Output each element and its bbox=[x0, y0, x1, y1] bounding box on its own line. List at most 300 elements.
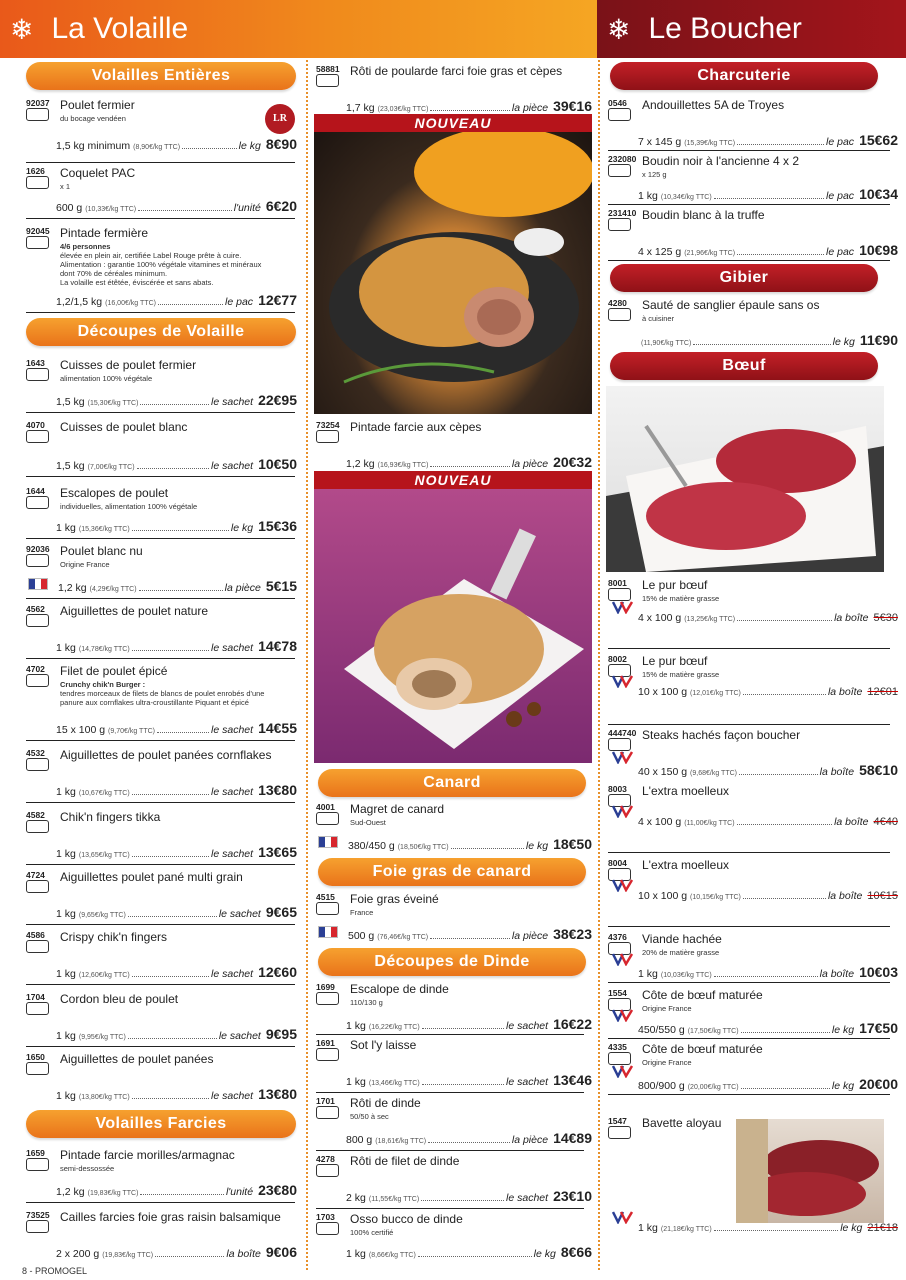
order-quantity-box[interactable] bbox=[26, 368, 49, 381]
price-per-kg: (9,95€/kg TTC) bbox=[78, 1034, 126, 1041]
product-code: 1547 bbox=[608, 1116, 627, 1126]
product-code: 4515 bbox=[316, 892, 335, 902]
product-price: 6€20 bbox=[265, 198, 297, 214]
product-code: 8004 bbox=[608, 858, 627, 868]
order-quantity-box[interactable] bbox=[316, 1164, 339, 1177]
product-code: 231410 bbox=[608, 208, 637, 218]
price-unit: le kg bbox=[238, 140, 261, 152]
viande-francaise-logo-icon bbox=[612, 804, 634, 818]
separator-rule bbox=[26, 312, 295, 313]
dotted-leader bbox=[714, 1223, 839, 1231]
price-line bbox=[56, 292, 297, 308]
product-item bbox=[582, 858, 906, 910]
order-quantity-box[interactable] bbox=[316, 992, 339, 1005]
france-flag-icon bbox=[318, 926, 338, 938]
price-per-kg: (12,01€/kg TTC) bbox=[690, 690, 741, 697]
product-name: Côte de bœuf maturée bbox=[642, 1042, 763, 1056]
order-quantity-box[interactable] bbox=[608, 164, 631, 177]
dotted-leader bbox=[743, 687, 826, 695]
separator-rule bbox=[608, 926, 890, 927]
product-price: 13€65 bbox=[258, 844, 297, 860]
product-price: 4€40 bbox=[873, 816, 898, 828]
order-quantity-box[interactable] bbox=[608, 1126, 631, 1139]
product-detail: alimentation 100% végétale bbox=[60, 374, 153, 383]
viande-francaise-logo-icon bbox=[612, 750, 634, 764]
price-per-kg: (15,36€/kg TTC) bbox=[78, 526, 130, 533]
price-per-kg: (11,00€/kg TTC) bbox=[684, 820, 735, 827]
product-price: 21€18 bbox=[867, 1222, 898, 1234]
product-item bbox=[290, 1038, 600, 1092]
order-quantity-box[interactable] bbox=[608, 108, 631, 121]
dotted-leader bbox=[741, 1081, 830, 1089]
price-line bbox=[638, 816, 898, 828]
dotted-leader bbox=[155, 1249, 224, 1257]
product-name: Escalopes de poulet bbox=[60, 486, 169, 500]
product-name: Poulet blanc nu bbox=[60, 544, 143, 558]
viande-francaise-logo-icon bbox=[612, 1210, 634, 1224]
order-quantity-box[interactable] bbox=[26, 1002, 49, 1015]
product-name: Aiguillettes de poulet panées cornflakes bbox=[60, 748, 272, 762]
dotted-leader bbox=[132, 849, 209, 857]
dotted-leader bbox=[430, 931, 510, 939]
dotted-leader bbox=[737, 137, 824, 145]
product-quantity: 1 kg bbox=[346, 1076, 366, 1088]
order-quantity-box[interactable] bbox=[26, 614, 49, 627]
price-per-kg: (19,83€/kg TTC) bbox=[87, 1190, 139, 1197]
product-item bbox=[290, 802, 600, 856]
price-per-kg: (12,60€/kg TTC) bbox=[78, 972, 130, 979]
price-line bbox=[638, 890, 898, 902]
price-line bbox=[346, 454, 592, 470]
order-quantity-box[interactable] bbox=[26, 820, 49, 833]
product-name: Aiguillettes de poulet panées bbox=[60, 1052, 214, 1066]
viande-francaise-logo-icon bbox=[612, 952, 634, 966]
price-unit: le kg bbox=[533, 1248, 556, 1260]
product-code: 4582 bbox=[26, 810, 45, 820]
product-price: 8€90 bbox=[265, 136, 297, 152]
price-line bbox=[56, 782, 297, 798]
product-detail: individuelles, alimentation 100% végétale bbox=[60, 502, 198, 511]
product-name: Boudin blanc à la truffe bbox=[642, 208, 765, 222]
order-quantity-box[interactable] bbox=[316, 812, 339, 825]
separator-rule bbox=[26, 864, 295, 865]
order-quantity-box[interactable] bbox=[26, 880, 49, 893]
product-quantity: 1,5 kg minimum bbox=[56, 140, 131, 152]
roti-poularde-photo bbox=[314, 132, 592, 414]
product-quantity: 10 x 100 g bbox=[638, 686, 688, 698]
product-code: 1701 bbox=[316, 1096, 335, 1106]
price-line bbox=[56, 844, 297, 860]
price-line bbox=[56, 198, 297, 214]
price-line bbox=[346, 1130, 592, 1146]
dotted-leader bbox=[428, 1135, 510, 1143]
product-quantity: 1 kg bbox=[56, 908, 76, 920]
product-code: 92037 bbox=[26, 98, 50, 108]
product-item bbox=[0, 930, 305, 984]
product-price: 15€62 bbox=[859, 132, 898, 148]
product-price: 12€60 bbox=[258, 964, 297, 980]
product-item bbox=[582, 1116, 906, 1242]
viande-francaise-logo-icon bbox=[612, 878, 634, 892]
separator-rule bbox=[26, 740, 295, 741]
product-detail: 50/50 à sec bbox=[350, 1112, 389, 1121]
product-item bbox=[290, 1096, 600, 1150]
pintade-farcie-photo bbox=[314, 489, 592, 763]
product-code: 232080 bbox=[608, 154, 637, 164]
order-quantity-box[interactable] bbox=[26, 758, 49, 771]
price-unit: la boîte bbox=[819, 766, 855, 778]
flag-stripe bbox=[41, 579, 47, 589]
separator-rule bbox=[316, 1092, 584, 1093]
order-quantity-box[interactable] bbox=[316, 902, 339, 915]
separator-rule bbox=[26, 802, 295, 803]
product-name: Aiguillettes de poulet nature bbox=[60, 604, 209, 618]
product-quantity: 1,2/1,5 kg bbox=[56, 296, 103, 308]
product-code: 92045 bbox=[26, 226, 50, 236]
product-quantity: 2 kg bbox=[346, 1192, 366, 1204]
section-gibier: Gibier bbox=[610, 264, 878, 292]
price-unit: le pac bbox=[826, 190, 855, 202]
product-detail: 100% certifié bbox=[350, 1228, 394, 1237]
price-line bbox=[346, 1244, 592, 1260]
price-per-kg: (15,30€/kg TTC) bbox=[87, 400, 139, 407]
product-name: Bavette aloyau bbox=[642, 1116, 722, 1130]
price-per-kg: (19,83€/kg TTC) bbox=[102, 1252, 154, 1259]
price-per-kg: (8,66€/kg TTC) bbox=[368, 1252, 416, 1259]
price-unit: le sachet bbox=[211, 724, 254, 736]
product-quantity: 1 kg bbox=[56, 642, 76, 654]
france-flag-icon bbox=[28, 578, 48, 590]
product-code: 4280 bbox=[608, 298, 627, 308]
price-line bbox=[56, 136, 297, 152]
product-code: 4532 bbox=[26, 748, 45, 758]
order-quantity-box[interactable] bbox=[316, 74, 339, 87]
price-per-kg: (15,39€/kg TTC) bbox=[684, 140, 736, 147]
product-name: Osso bucco de dinde bbox=[350, 1212, 463, 1226]
order-quantity-box[interactable] bbox=[26, 674, 49, 687]
nouveau-banner: NOUVEAU bbox=[314, 471, 592, 489]
product-code: 1554 bbox=[608, 988, 627, 998]
product-price: 17€50 bbox=[859, 1020, 898, 1036]
product-name: Aiguillettes poulet pané multi grain bbox=[60, 870, 243, 884]
product-detail: 15% de matière grasse bbox=[642, 670, 720, 679]
viande-francaise-logo-icon bbox=[612, 600, 634, 614]
separator-rule bbox=[608, 724, 890, 725]
product-code: 1650 bbox=[26, 1052, 45, 1062]
product-code: 1659 bbox=[26, 1148, 45, 1158]
product-code: 8003 bbox=[608, 784, 627, 794]
price-unit: le sachet bbox=[211, 460, 254, 472]
product-name: Sot l'y laisse bbox=[350, 1038, 417, 1052]
separator-rule bbox=[316, 1150, 584, 1151]
product-quantity: 600 g bbox=[56, 202, 83, 214]
product-quantity: 500 g bbox=[348, 930, 375, 942]
price-unit: la boîte bbox=[834, 612, 869, 624]
product-name: Filet de poulet épicé bbox=[60, 664, 168, 678]
product-quantity: 800/900 g bbox=[638, 1080, 685, 1092]
product-price: 9€06 bbox=[265, 1244, 297, 1260]
price-per-kg: (21,18€/kg TTC) bbox=[660, 1226, 712, 1233]
product-item bbox=[582, 578, 906, 632]
product-quantity: 1,7 kg bbox=[346, 102, 375, 114]
product-item bbox=[0, 1148, 305, 1202]
viande-francaise-logo-icon bbox=[612, 1008, 634, 1022]
price-line bbox=[56, 456, 297, 472]
price-unit: le kg bbox=[525, 840, 549, 852]
price-per-kg: (76,46€/kg TTC) bbox=[377, 934, 429, 941]
product-code: 73525 bbox=[26, 1210, 50, 1220]
product-name: Poulet fermier bbox=[60, 98, 135, 112]
product-quantity: 450/550 g bbox=[638, 1024, 685, 1036]
column-boucher bbox=[602, 58, 906, 1280]
price-unit: le sachet bbox=[211, 642, 254, 654]
product-price: 12€77 bbox=[258, 292, 297, 308]
order-quantity-box[interactable] bbox=[316, 1106, 339, 1119]
viande-francaise-logo-icon bbox=[612, 674, 634, 688]
product-item bbox=[290, 982, 600, 1036]
price-line bbox=[638, 1076, 898, 1092]
product-quantity: 1 kg bbox=[56, 968, 76, 980]
dotted-leader bbox=[739, 767, 818, 775]
dotted-leader bbox=[132, 1091, 209, 1099]
product-price: 5€30 bbox=[873, 612, 898, 624]
separator-rule bbox=[26, 218, 295, 219]
product-price: 11€90 bbox=[859, 332, 898, 348]
price-per-kg: (16,93€/kg TTC) bbox=[377, 462, 429, 469]
product-code: 8002 bbox=[608, 654, 627, 664]
dotted-leader bbox=[132, 643, 209, 651]
product-price: 39€16 bbox=[553, 98, 592, 114]
dotted-leader bbox=[737, 613, 832, 621]
snowflake-icon: ❄ bbox=[10, 13, 34, 45]
product-name: Coquelet PAC bbox=[60, 166, 136, 180]
product-item bbox=[582, 784, 906, 836]
separator-rule bbox=[26, 538, 295, 539]
price-per-kg: (7,00€/kg TTC) bbox=[87, 464, 135, 471]
product-name: Cuisses de poulet blanc bbox=[60, 420, 188, 434]
price-unit: la pièce bbox=[224, 582, 261, 594]
product-price: 14€55 bbox=[258, 720, 297, 736]
product-quantity: 1 kg bbox=[346, 1248, 366, 1260]
dotted-leader bbox=[128, 1031, 217, 1039]
order-quantity-box[interactable] bbox=[26, 108, 49, 121]
separator-rule bbox=[26, 924, 295, 925]
product-price: 10€34 bbox=[859, 186, 898, 202]
price-line bbox=[638, 332, 898, 348]
product-name: Crispy chik'n fingers bbox=[60, 930, 167, 944]
price-line bbox=[58, 578, 297, 594]
separator-rule bbox=[26, 984, 295, 985]
product-price: 12€01 bbox=[867, 686, 898, 698]
product-quantity: 1 kg bbox=[56, 1030, 76, 1042]
price-line bbox=[638, 1020, 898, 1036]
product-name: Pintade farcie aux cèpes bbox=[350, 420, 482, 434]
order-quantity-box[interactable] bbox=[608, 308, 631, 321]
dotted-leader bbox=[158, 297, 223, 305]
product-price: 14€89 bbox=[553, 1130, 592, 1146]
price-line bbox=[346, 98, 592, 114]
product-detail: Origine France bbox=[642, 1058, 692, 1067]
order-quantity-box[interactable] bbox=[26, 554, 49, 567]
price-unit: le sachet bbox=[218, 1030, 261, 1042]
price-line bbox=[638, 132, 898, 148]
flag-stripe bbox=[331, 927, 337, 937]
product-name: Cailles farcies foie gras raisin balsamique bbox=[60, 1210, 281, 1224]
separator-rule bbox=[608, 260, 890, 261]
separator-rule bbox=[608, 1094, 890, 1095]
dotted-leader bbox=[137, 461, 209, 469]
product-name: Rôti de poularde farci foie gras et cèpes bbox=[350, 64, 563, 78]
product-item bbox=[290, 1154, 600, 1208]
product-quantity: 15 x 100 g bbox=[56, 724, 106, 736]
product-detail: Sud-Ouest bbox=[350, 818, 386, 827]
product-item bbox=[0, 1052, 305, 1106]
product-item bbox=[0, 226, 305, 312]
product-detail: du bocage vendéen bbox=[60, 114, 126, 123]
product-name: Sauté de sanglier épaule sans os bbox=[642, 298, 820, 312]
product-name: Le pur bœuf bbox=[642, 578, 708, 592]
header-volaille bbox=[0, 0, 597, 58]
price-per-kg: (13,25€/kg TTC) bbox=[684, 616, 736, 623]
order-quantity-box[interactable] bbox=[26, 176, 49, 189]
header-title-left: La Volaille bbox=[51, 12, 189, 45]
dotted-leader bbox=[693, 337, 830, 345]
order-quantity-box[interactable] bbox=[608, 218, 631, 231]
column-volaille bbox=[0, 58, 305, 1280]
price-per-kg: (11,90€/kg TTC) bbox=[641, 340, 692, 347]
dotted-leader bbox=[714, 969, 818, 977]
product-price: 13€80 bbox=[258, 1086, 297, 1102]
product-item bbox=[290, 1212, 600, 1264]
product-item bbox=[0, 870, 305, 924]
order-quantity-box[interactable] bbox=[26, 1158, 49, 1171]
separator-rule bbox=[26, 598, 295, 599]
price-per-kg: (23,03€/kg TTC) bbox=[377, 106, 429, 113]
product-detail: Origine France bbox=[60, 560, 110, 569]
order-quantity-box[interactable] bbox=[316, 1222, 339, 1235]
nouveau-banner: NOUVEAU bbox=[314, 114, 592, 132]
product-item bbox=[582, 208, 906, 262]
order-quantity-box[interactable] bbox=[26, 1062, 49, 1075]
price-line bbox=[346, 1072, 592, 1088]
product-detail: 15% de matière grasse bbox=[642, 594, 720, 603]
product-name: Cordon bleu de poulet bbox=[60, 992, 179, 1006]
dotted-leader bbox=[743, 891, 826, 899]
product-detail: x 1 bbox=[60, 182, 71, 191]
product-price: 16€22 bbox=[553, 1016, 592, 1032]
order-quantity-box[interactable] bbox=[26, 940, 49, 953]
order-quantity-box[interactable] bbox=[26, 1220, 49, 1233]
product-detail: 4/6 personnes bbox=[60, 242, 111, 251]
product-detail: dont 70% de céréales minimum. bbox=[60, 269, 168, 278]
section-foie-gras: Foie gras de canard bbox=[318, 858, 586, 886]
section-volailles-farcies: Volailles Farcies bbox=[26, 1110, 296, 1138]
order-quantity-box[interactable] bbox=[26, 236, 49, 249]
order-quantity-box[interactable] bbox=[26, 496, 49, 509]
price-line bbox=[638, 762, 898, 778]
price-per-kg: (21,96€/kg TTC) bbox=[684, 250, 736, 257]
product-quantity: 1 kg bbox=[56, 1090, 76, 1102]
separator-rule bbox=[316, 1208, 584, 1209]
dotted-leader bbox=[157, 725, 209, 733]
price-per-kg: (16,22€/kg TTC) bbox=[368, 1024, 420, 1031]
product-item bbox=[0, 748, 305, 802]
product-item bbox=[582, 298, 906, 352]
product-name: Andouillettes 5A de Troyes bbox=[642, 98, 785, 112]
price-per-kg: (10,15€/kg TTC) bbox=[690, 894, 741, 901]
product-item bbox=[0, 486, 305, 538]
price-per-kg: (9,68€/kg TTC) bbox=[690, 770, 737, 777]
product-price: 38€23 bbox=[553, 926, 592, 942]
price-line bbox=[638, 686, 898, 698]
product-item bbox=[0, 420, 305, 476]
separator-rule bbox=[26, 162, 295, 163]
product-item bbox=[582, 1042, 906, 1096]
product-detail: 110/130 g bbox=[350, 998, 383, 1007]
product-code: 1626 bbox=[26, 166, 45, 176]
section-decoupes-dinde: Découpes de Dinde bbox=[318, 948, 586, 976]
price-unit: le pac bbox=[826, 246, 855, 258]
product-quantity: 1 kg bbox=[638, 190, 658, 202]
price-per-kg: (8,90€/kg TTC) bbox=[133, 144, 181, 151]
price-line bbox=[346, 1016, 592, 1032]
product-name: Magret de canard bbox=[350, 802, 445, 816]
price-unit: le sachet bbox=[218, 908, 261, 920]
product-quantity: 7 x 145 g bbox=[638, 136, 682, 148]
dotted-leader bbox=[128, 909, 217, 917]
product-name: Pintade farcie morilles/armagnac bbox=[60, 1148, 235, 1162]
price-line bbox=[638, 242, 898, 258]
product-quantity: 1 kg bbox=[638, 1222, 658, 1234]
product-name: Steaks hachés façon boucher bbox=[642, 728, 801, 742]
product-quantity: 1 kg bbox=[638, 968, 658, 980]
product-price: 18€50 bbox=[553, 836, 592, 852]
product-item bbox=[0, 166, 305, 218]
steaks-haches-photo bbox=[606, 386, 884, 572]
section-boeuf: Bœuf bbox=[610, 352, 878, 380]
product-item bbox=[0, 604, 305, 658]
product-detail: élevée en plein air, certifiée Label Rouge prête à cuire. bbox=[60, 251, 242, 260]
product-code: 4278 bbox=[316, 1154, 335, 1164]
product-code: 1644 bbox=[26, 486, 45, 496]
product-price: 8€66 bbox=[560, 1244, 592, 1260]
product-item bbox=[0, 992, 305, 1046]
price-per-kg: (10,03€/kg TTC) bbox=[660, 972, 712, 979]
product-price: 10€15 bbox=[867, 890, 898, 902]
product-name: Rôti de filet de dinde bbox=[350, 1154, 460, 1168]
product-item bbox=[582, 988, 906, 1040]
order-quantity-box[interactable] bbox=[26, 430, 49, 443]
price-line bbox=[56, 392, 297, 408]
product-item bbox=[0, 544, 305, 598]
product-price: 13€46 bbox=[553, 1072, 592, 1088]
product-quantity: 380/450 g bbox=[348, 840, 395, 852]
order-quantity-box[interactable] bbox=[316, 430, 339, 443]
product-quantity: 1,5 kg bbox=[56, 460, 85, 472]
dotted-leader bbox=[182, 141, 237, 149]
separator-rule bbox=[608, 982, 890, 983]
price-unit: le sachet bbox=[506, 1076, 549, 1088]
price-per-kg: (9,65€/kg TTC) bbox=[78, 912, 126, 919]
product-name: Rôti de dinde bbox=[350, 1096, 421, 1110]
order-quantity-box[interactable] bbox=[316, 1048, 339, 1061]
product-name: Escalope de dinde bbox=[350, 982, 449, 996]
price-unit: l'unité bbox=[233, 202, 261, 214]
product-name: L'extra moelleux bbox=[642, 784, 729, 798]
product-detail: 20% de matière grasse bbox=[642, 948, 720, 957]
product-price: 9€95 bbox=[265, 1026, 297, 1042]
product-item bbox=[0, 358, 305, 412]
